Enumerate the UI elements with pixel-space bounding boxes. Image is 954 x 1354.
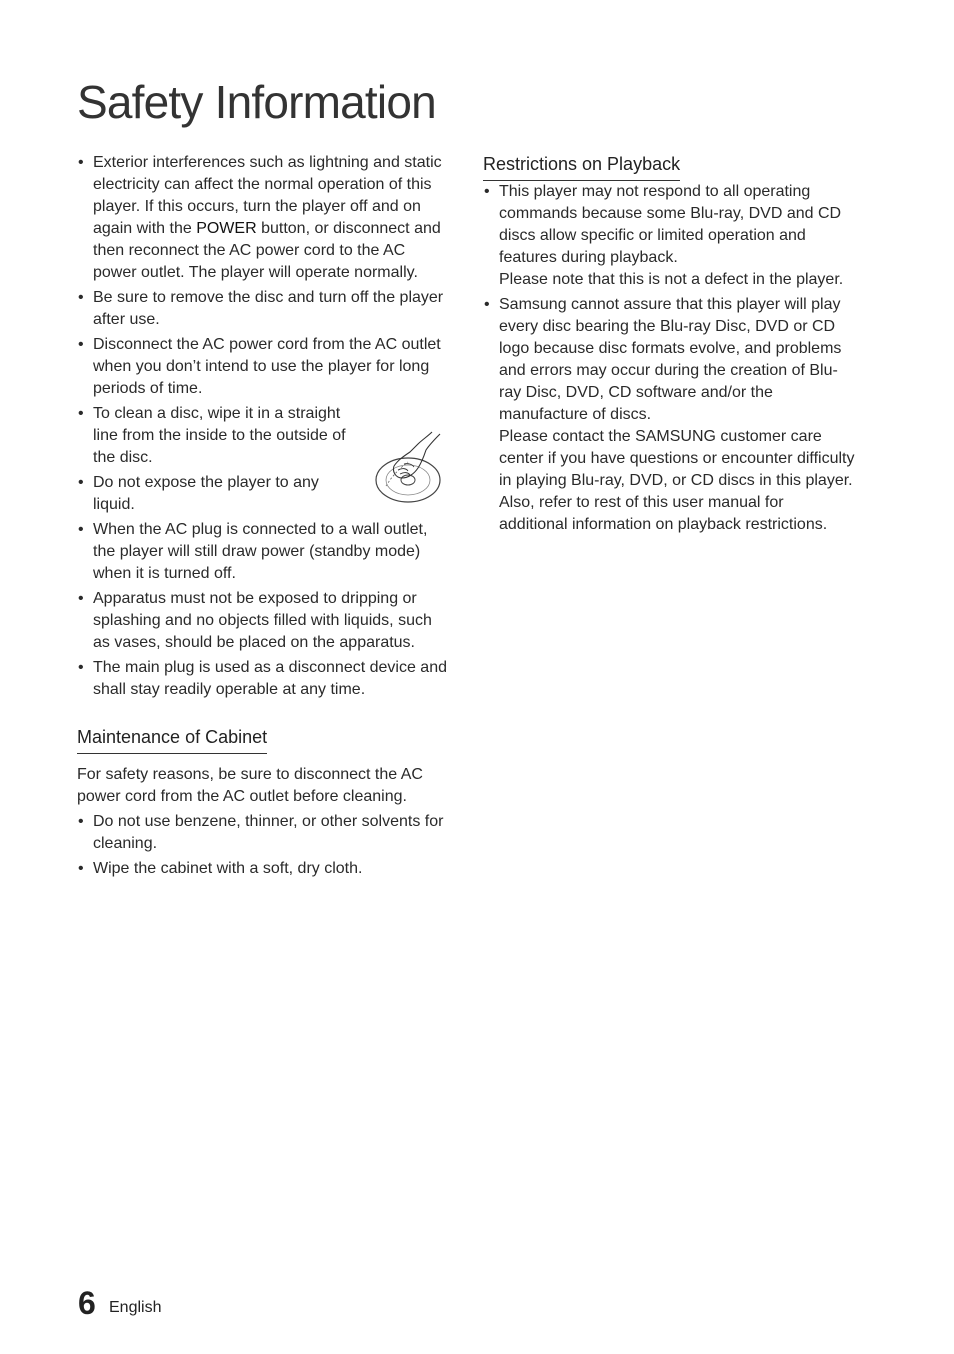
page-title: Safety Information: [77, 76, 436, 128]
list-item: • When the AC plug is connected to a wall outlet, the player will still draw power (standby mode) when it is turned off.: [77, 519, 452, 585]
list-item: • The main plug is used as a disconnect device and shall stay readily operable at any time.: [77, 657, 452, 701]
restrictions-list: [483, 181, 855, 536]
maintenance-list: [77, 811, 452, 880]
list-item: • Exterior interferences such as lightning and static electricity can affect the normal operation of this player. If this occurs, turn the player off and on again with the POWER button, or disconnect and then reconnect the AC power cord to the AC power outlet. The player will operate normally.: [77, 152, 452, 284]
maintenance-heading: Maintenance of Cabinet: [77, 725, 267, 754]
power-keyword: POWER: [196, 220, 257, 237]
list-item-note: Please note that this is not a defect in the player.: [499, 271, 844, 288]
maintenance-intro: For safety reasons, be sure to disconnect the AC power cord from the AC outlet before cleaning.: [77, 766, 423, 805]
right-column: [483, 152, 855, 539]
hand-wiping-disc-icon: [374, 426, 448, 506]
left-column: [77, 152, 452, 883]
list-item: • To clean a disc, wipe it in a straight line from the inside to the outside of the disc.: [77, 403, 452, 469]
list-item: [483, 181, 855, 291]
list-item: • Be sure to remove the disc and turn off the player after use.: [77, 287, 452, 331]
page-number: 6: [78, 1285, 96, 1321]
restrictions-heading: Restrictions on Playback: [483, 152, 680, 181]
list-item-note: Please contact the SAMSUNG customer care center if you have questions or encounter difficulty in playing Blu-ray, DVD, or CD discs in this player. Also, refer to rest of this user manual for additional information on playback restrictions.: [499, 428, 855, 533]
list-item: • Apparatus must not be exposed to dripping or splashing and no objects filled with liquids, such as vases, should be placed on the apparatus.: [77, 588, 452, 654]
page-language: English: [109, 1299, 162, 1316]
list-item: • Do not expose the player to any liquid.: [77, 472, 452, 516]
list-item-text: This player may not respond to all operating commands because some Blu-ray, DVD and CD discs allow specific or limited operation and features during playback.: [499, 183, 842, 266]
list-item: • Wipe the cabinet with a soft, dry cloth.: [77, 858, 452, 880]
list-item: • Disconnect the AC power cord from the AC outlet when you don’t intend to use the player for long periods of time.: [77, 334, 452, 400]
list-item: • Do not use benzene, thinner, or other solvents for cleaning.: [77, 811, 452, 855]
list-item: [483, 294, 855, 536]
list-item-text: Samsung cannot assure that this player will play every disc bearing the Blu-ray Disc, DVD or CD logo because disc formats evolve, and problems and errors may occur during the creation of Blu-ray Disc, DVD, CD software and/or the manufacture of discs.: [499, 296, 842, 423]
